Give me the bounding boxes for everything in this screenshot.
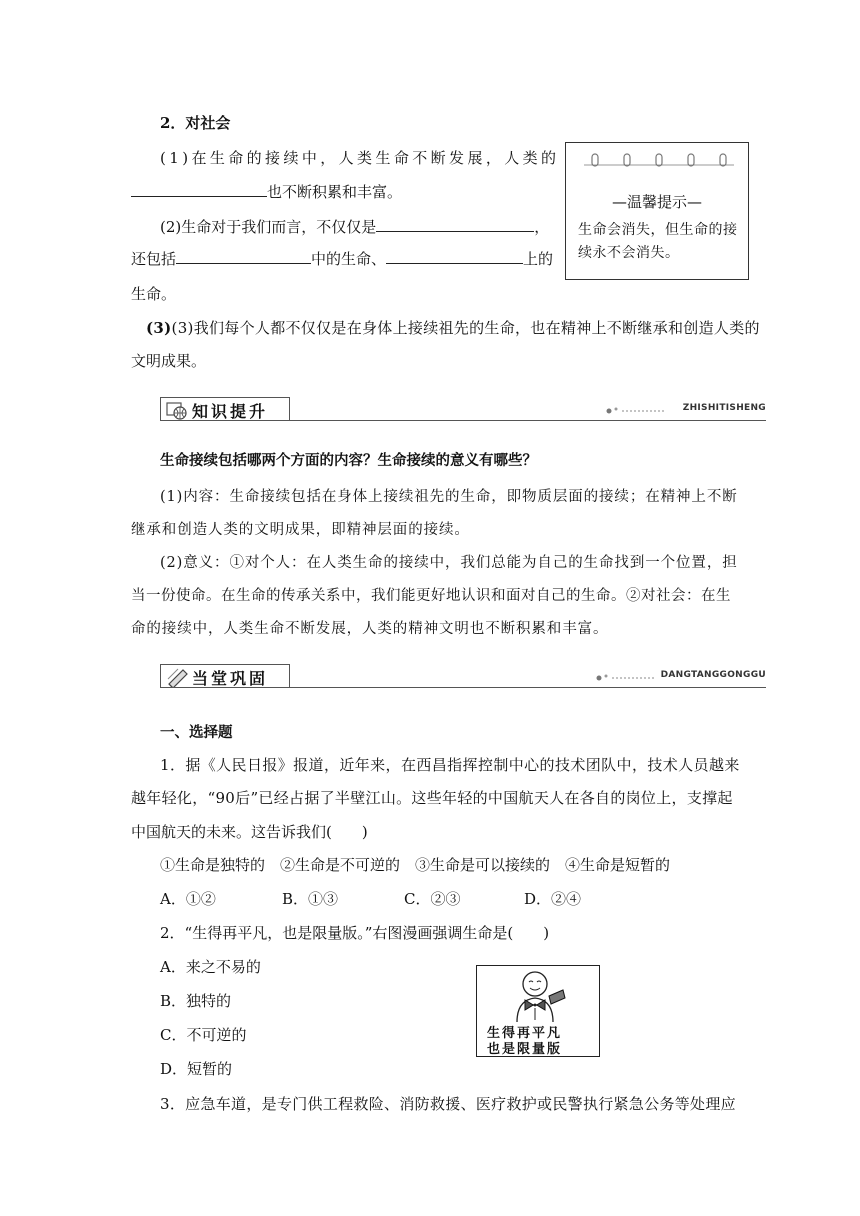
society-paragraph-1b: 也不断积累和丰富。 (131, 181, 402, 202)
binder-rings-icon (584, 151, 734, 171)
section-title: 当堂巩固 (192, 669, 269, 688)
cartoon-figure-icon (477, 966, 599, 1024)
question-1-option-b[interactable]: B．①③ (282, 890, 339, 908)
question-2-option-d[interactable]: D．短暂的 (160, 1060, 233, 1078)
cartoon-caption-2: 也是限量版 (487, 1042, 563, 1057)
question-1-line-2: 越年轻化，“90后”已经占据了半壁江山。这些年轻的中国航天人在各自的岗位上，支撑起 (131, 789, 733, 807)
society-paragraph-1a: (1)在生命的接续中，人类生命不断发展，人类的 (160, 149, 560, 167)
tip-body: 生命会消失，但生命的接续永不会消失。 (578, 222, 738, 261)
section-rule (160, 687, 766, 688)
knowledge-content-1b: 继承和创造人类的文明成果，即精神层面的接续。 (131, 522, 470, 538)
fill-blank[interactable] (131, 182, 267, 197)
knowledge-content-2c: 命的接续中，人类生命不断发展，人类的精神文明也不断积累和丰富。 (131, 621, 609, 637)
section-rule (160, 420, 766, 421)
society-paragraph-3b: 文明成果。 (131, 352, 207, 370)
knowledge-content-2a: (2)意义：①对个人：在人类生命的接续中，我们总能为自己的生命找到一个位置，担 (160, 555, 738, 571)
section-heading-society: 2．对社会 (160, 114, 231, 132)
question-1-option-c[interactable]: C．②③ (404, 890, 461, 908)
question-1-option-d[interactable]: D．②④ (524, 890, 582, 908)
section-pinyin: DANGTANGGONGGU (660, 670, 766, 680)
part-title: 一、选择题 (160, 725, 233, 741)
knowledge-content-2b: 当一份使命。在生命的传承关系中，我们能更好地认识和面对自己的生命。②对社会：在生 (131, 588, 731, 604)
globe-icon (166, 402, 188, 420)
tip-box (565, 142, 749, 280)
fill-blank[interactable] (386, 249, 523, 264)
section-title: 知识提升 (192, 402, 269, 421)
knowledge-question: 生命接续包括哪两个方面的内容？生命接续的意义有哪些？ (160, 453, 537, 469)
fill-blank[interactable] (376, 217, 534, 232)
section-header-consolidate (160, 664, 766, 690)
question-1-line-1: 1．据《人民日报》报道，近年来，在西昌指挥控制中心的技术团队中，技术人员越来 (160, 756, 740, 774)
society-paragraph-2c: 生命。 (131, 285, 177, 303)
question-2-option-b[interactable]: B．独特的 (160, 992, 232, 1010)
society-paragraph-2a: (2)生命对于我们而言，不仅仅是 ， (160, 218, 550, 236)
dotted-trail-icon (606, 405, 666, 415)
question-2: 2．“生得再平凡，也是限量版。”右图漫画强调生命是( ) (160, 924, 550, 942)
question-2-option-a[interactable]: A．来之不易的 (160, 958, 261, 976)
cartoon-image (476, 965, 600, 1057)
society-paragraph-3a: (3)(3)我们每个人都不仅仅是在身体上接续祖先的生命，也在精神上不断继承和创造人类的 (146, 319, 760, 337)
section-header-knowledge (160, 397, 766, 423)
section-pinyin: ZHISHITISHENG (682, 403, 766, 413)
society-paragraph-2b: 还包括 中的生命、 上的 (131, 250, 554, 268)
knowledge-content-1a: (1)内容：生命接续包括在身体上接续祖先的生命，即物质层面的接续；在精神上不断 (160, 489, 738, 505)
dotted-trail-icon (596, 672, 656, 682)
fill-blank[interactable] (176, 249, 311, 264)
pencil-icon (166, 667, 190, 687)
question-1-option-a[interactable]: A．①② (160, 890, 216, 908)
question-3: 3．应急车道，是专门供工程救险、消防救援、医疗救护或民警执行紧急公务等处理应 (160, 1095, 736, 1113)
cartoon-caption-1: 生得再平凡 (487, 1026, 563, 1041)
tip-title: —温馨提示— (611, 193, 702, 211)
question-2-option-c[interactable]: C．不可逆的 (160, 1026, 247, 1044)
question-1-line-3: 中国航天的未来。这告诉我们( ) (131, 823, 368, 841)
question-1-items: ①生命是独特的 ②生命是不可逆的 ③生命是可以接续的 ④生命是短暂的 (160, 856, 671, 874)
